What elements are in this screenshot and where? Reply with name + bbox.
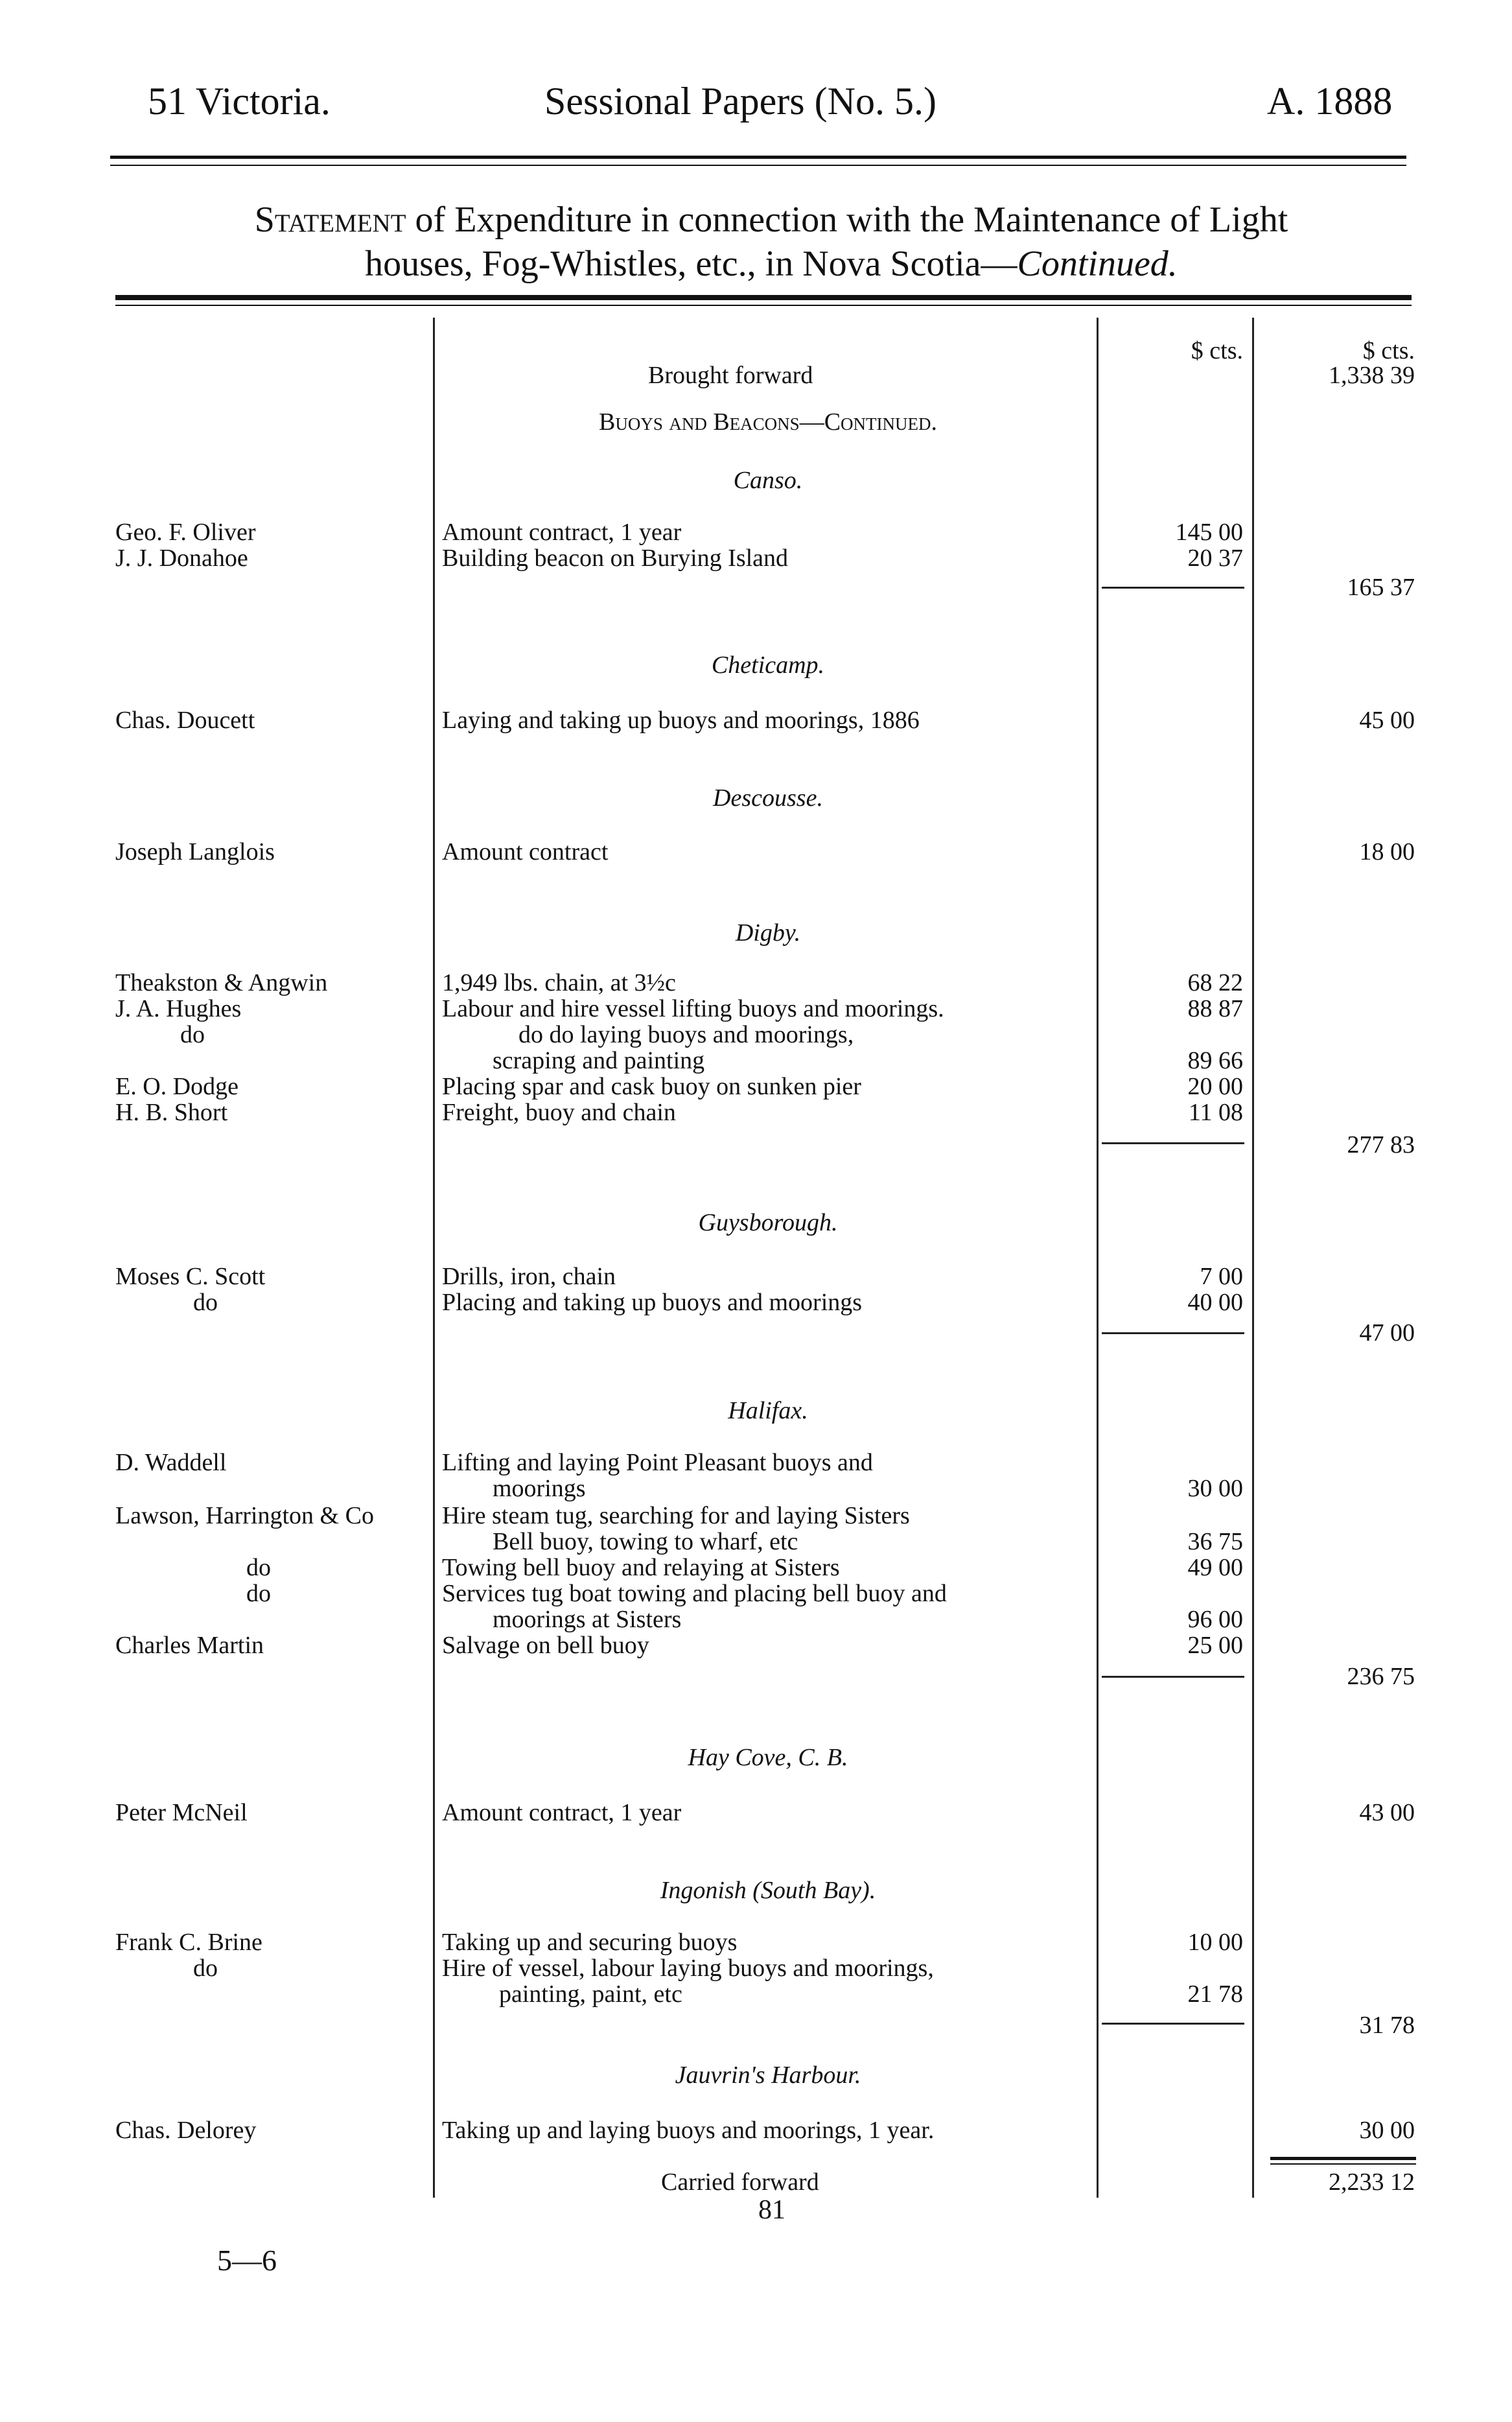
mid-amount: 145 00 [1175,519,1243,546]
header-left: 51 Victoria. [148,80,331,123]
description: Hire of vessel, labour laying buoys and moorings, [442,1955,934,1982]
mid-amount: 11 08 [1188,1099,1243,1126]
payee: Peter McNeil [115,1799,248,1826]
brought-forward-amount: 1,338 39 [1329,362,1415,389]
statement-title [97,198,1445,286]
mid-amount: 96 00 [1187,1606,1243,1633]
section-total: 165 37 [1347,574,1415,601]
subtotal-rule [1102,587,1244,589]
description: Services tug boat towing and placing bell buoy and [442,1580,947,1607]
section-title: Jauvrin's Harbour. [675,2062,861,2089]
description-cont: moorings [493,1475,586,1502]
header-right: A. 1888 [1267,80,1393,123]
title-line2: houses, Fog-Whistles, etc., in Nova Scotia— [365,244,1018,284]
description: Lifting and laying Point Pleasant buoys and [442,1449,873,1476]
subtotal-rule [1102,1332,1244,1334]
description: Building beacon on Burying Island [442,545,789,572]
payee: J. A. Hughes [115,995,242,1022]
payee: Geo. F. Oliver [115,519,256,546]
description-cont: Bell buoy, towing to wharf, etc [493,1528,798,1555]
mid-amount: 7 00 [1200,1263,1243,1290]
description-cont: painting, paint, etc [499,1981,682,2008]
carried-forward-amount: 2,233 12 [1329,2169,1415,2196]
mid-column-head: $ cts. [1191,337,1243,364]
payee: Charles Martin [115,1632,264,1659]
section-title: Cheticamp. [711,652,825,679]
payee: J. J. Donahoe [115,545,248,572]
section-total: 277 83 [1347,1131,1415,1158]
mid-amount: 68 22 [1187,969,1243,996]
column-divider-payee [433,318,435,2198]
mid-amount: 36 75 [1187,1528,1243,1555]
mid-amount: 49 00 [1187,1554,1243,1581]
mid-amount: 88 87 [1187,995,1243,1022]
description: Hire steam tug, searching for and laying Sisters [442,1502,910,1529]
description: 1,949 lbs. chain, at 3½c [442,969,676,996]
description: Drills, iron, chain [442,1263,616,1290]
payee: D. Waddell [115,1449,227,1476]
payee: Chas. Doucett [115,707,255,734]
section-total: 47 00 [1359,1319,1415,1346]
header-rule-thin [110,165,1406,166]
payee: do [193,1955,218,1982]
section-total: 18 00 [1359,838,1415,865]
description: do do laying buoys and moorings, [518,1021,854,1048]
payee: do [246,1554,271,1581]
description: Amount contract [442,838,609,865]
carried-forward-label: Carried forward [661,2169,819,2196]
mid-amount: 30 00 [1187,1475,1243,1502]
mid-amount: 20 37 [1187,545,1243,572]
subheading: Buoys and Beacons—Continued. [598,408,938,436]
signature-mark: 5—6 [217,2244,277,2277]
title-rule-thin [115,305,1412,306]
column-divider-mid [1252,318,1254,2198]
right-column-head: $ cts. [1362,337,1415,364]
total-rule-thin [1270,2163,1416,2165]
title-line1: of Expenditure in connection with the Maintenance of Light [415,200,1288,240]
description: Placing and taking up buoys and moorings [442,1289,863,1316]
payee: Chas. Delorey [115,2117,257,2144]
section-title: Ingonish (South Bay). [660,1877,876,1904]
section-title: Hay Cove, C. B. [688,1744,848,1771]
header-center: Sessional Papers (No. 5.) [544,80,936,123]
description: Laying and taking up buoys and moorings, 1886 [442,707,920,734]
section-total: 31 78 [1359,2012,1415,2039]
payee: do [193,1289,218,1316]
description: Amount contract, 1 year [442,519,682,546]
payee: do [246,1580,271,1607]
total-rule-thick [1270,2157,1416,2160]
section-title: Guysborough. [698,1209,838,1236]
brought-forward-label: Brought forward [648,362,813,389]
description: Taking up and laying buoys and moorings, 1 year. [442,2117,935,2144]
description: Salvage on bell buoy [442,1632,649,1659]
mid-amount: 21 78 [1187,1981,1243,2008]
description: Placing spar and cask buoy on sunken pier [442,1073,861,1100]
payee: Theakston & Angwin [115,969,328,996]
payee: Moses C. Scott [115,1263,266,1290]
section-total: 236 75 [1347,1663,1415,1690]
description-cont: scraping and painting [493,1047,705,1074]
payee: Frank C. Brine [115,1929,262,1956]
description-cont: moorings at Sisters [493,1606,682,1633]
description: Amount contract, 1 year [442,1799,682,1826]
page-number: 81 [758,2195,785,2225]
mid-amount: 89 66 [1187,1047,1243,1074]
column-divider-desc [1097,318,1099,2198]
section-title: Halifax. [728,1397,808,1424]
payee: do [180,1021,205,1048]
payee: H. B. Short [115,1099,228,1126]
section-title: Canso. [733,467,803,494]
section-title: Descousse. [713,784,823,812]
payee: Joseph Langlois [115,838,275,865]
description: Labour and hire vessel lifting buoys and moorings. [442,995,944,1022]
title-rule-thick [115,295,1412,300]
subtotal-rule [1102,1142,1244,1144]
header-rule-thick [110,156,1406,159]
mid-amount: 40 00 [1187,1289,1243,1316]
description: Taking up and securing buoys [442,1929,738,1956]
section-title: Digby. [735,919,801,946]
title-line2-italic: Continued. [1017,244,1178,284]
section-total: 43 00 [1359,1799,1415,1826]
mid-amount: 10 00 [1187,1929,1243,1956]
section-total: 30 00 [1359,2117,1415,2144]
mid-amount: 20 00 [1187,1073,1243,1100]
payee: E. O. Dodge [115,1073,238,1100]
subtotal-rule [1102,1676,1244,1678]
title-lead: Statement [254,200,406,240]
subtotal-rule [1102,2023,1244,2025]
payee: Lawson, Harrington & Co [115,1502,374,1529]
section-total: 45 00 [1359,707,1415,734]
mid-amount: 25 00 [1187,1632,1243,1659]
description: Freight, buoy and chain [442,1099,676,1126]
description: Towing bell buoy and relaying at Sisters [442,1554,840,1581]
